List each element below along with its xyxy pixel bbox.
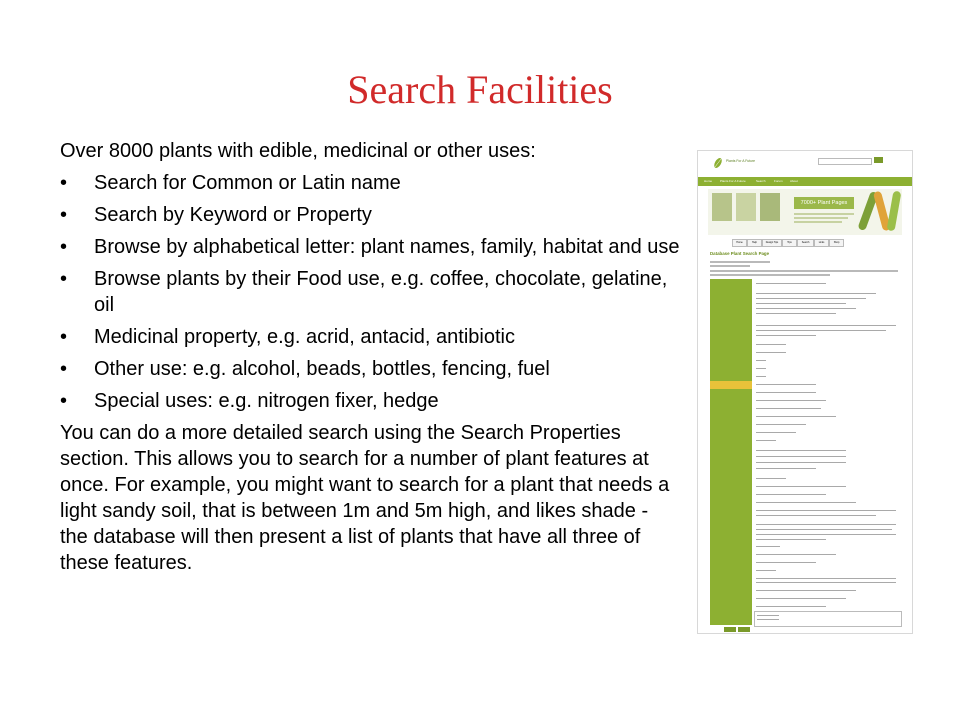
tab-item[interactable]: Tips (782, 239, 797, 247)
bullet-item (60, 234, 680, 260)
form-field[interactable] (754, 507, 900, 522)
slide-body (60, 138, 680, 582)
form-label (710, 507, 752, 522)
bullet-text: Other use: e.g. alcohol, beads, bottles, fencing, fuel (94, 358, 550, 380)
banner-image (760, 193, 780, 221)
bullet-item (60, 356, 680, 382)
form-label (710, 521, 752, 544)
site-logo (712, 155, 772, 171)
intro-text-line (710, 265, 750, 267)
slide-title: Search Facilities (347, 67, 613, 112)
bullet-item (60, 324, 680, 350)
tab-item[interactable]: Search (797, 239, 814, 247)
search-reset-button[interactable] (738, 627, 750, 632)
vegetable-image (887, 191, 902, 232)
bullet-icon: • (60, 236, 68, 258)
search-form (710, 279, 900, 625)
banner-image (712, 193, 732, 221)
search-input[interactable] (818, 158, 872, 165)
bullet-item (60, 266, 680, 318)
form-label-column (710, 279, 752, 625)
bullet-text: Medicinal property, e.g. acrid, antacid, antibiotic (94, 326, 515, 348)
nav-item[interactable]: Plants For A Future (720, 179, 746, 183)
intro-text-line (710, 261, 770, 263)
form-field[interactable] (754, 289, 900, 322)
bullet-text: Search for Common or Latin name (94, 172, 401, 194)
tab-item[interactable]: Help (747, 239, 762, 247)
nav-item[interactable]: About (790, 179, 798, 183)
tab-item[interactable]: Design Tips (762, 239, 782, 247)
form-label (710, 289, 752, 322)
banner-text-line (794, 213, 854, 215)
search-submit-button[interactable] (724, 627, 736, 632)
banner-title: 7000+ Plant Pages (794, 197, 854, 209)
bullet-icon: • (60, 390, 68, 412)
form-field[interactable] (754, 321, 900, 342)
form-field[interactable] (754, 611, 902, 627)
nav-item[interactable]: Home (704, 179, 713, 183)
form-label (710, 321, 752, 342)
form-field[interactable] (754, 445, 900, 476)
bullet-text: Search by Keyword or Property (94, 204, 372, 226)
intro-text-line (710, 270, 898, 272)
bullet-list (60, 170, 680, 414)
bullet-item (60, 170, 680, 196)
bullet-icon: • (60, 268, 68, 290)
bullet-icon: • (60, 326, 68, 348)
form-field[interactable] (754, 521, 900, 544)
site-logo-text: Plants For A Future (726, 159, 756, 163)
leaf-icon (712, 157, 724, 169)
nav-item[interactable]: Forum (774, 179, 783, 183)
tab-item[interactable]: Home (732, 239, 747, 247)
bullet-icon: • (60, 172, 68, 194)
form-label (710, 445, 752, 476)
banner-image (736, 193, 756, 221)
screenshot-page-heading: Database Plant Search Page (710, 251, 770, 256)
intro-text-line (710, 274, 830, 276)
search-button[interactable] (874, 157, 883, 163)
bullet-text: Special uses: e.g. nitrogen fixer, hedge (94, 390, 439, 412)
intro-text: Over 8000 plants with edible, medicinal or other uses: (60, 140, 536, 162)
form-field-column (754, 279, 900, 625)
form-label (710, 611, 752, 626)
closing-text: You can do a more detailed search using the Search Properties section. This allows you to search for a number of plant features at once. For example, you might want to search for a plant that needs a light sandy soil, that is between 1m and 5m high, and likes shade - the database will then present a list of plants that have all three of these features. (60, 422, 670, 574)
site-banner (708, 189, 902, 235)
banner-text-line (794, 221, 842, 223)
bullet-item (60, 202, 680, 228)
tab-item[interactable]: Shop (829, 239, 844, 247)
bullet-icon: • (60, 204, 68, 226)
website-screenshot (697, 150, 913, 634)
bullet-icon: • (60, 358, 68, 380)
bullet-text: Browse by alphabetical letter: plant names, family, habitat and use (94, 236, 680, 258)
bullet-item (60, 388, 680, 414)
site-navbar (698, 177, 912, 186)
banner-text-line (794, 217, 848, 219)
nav-item[interactable]: Search (756, 179, 766, 183)
tab-item[interactable]: Links (814, 239, 829, 247)
bullet-text: Browse plants by their Food use, e.g. coffee, chocolate, gelatine, oil (94, 268, 668, 316)
